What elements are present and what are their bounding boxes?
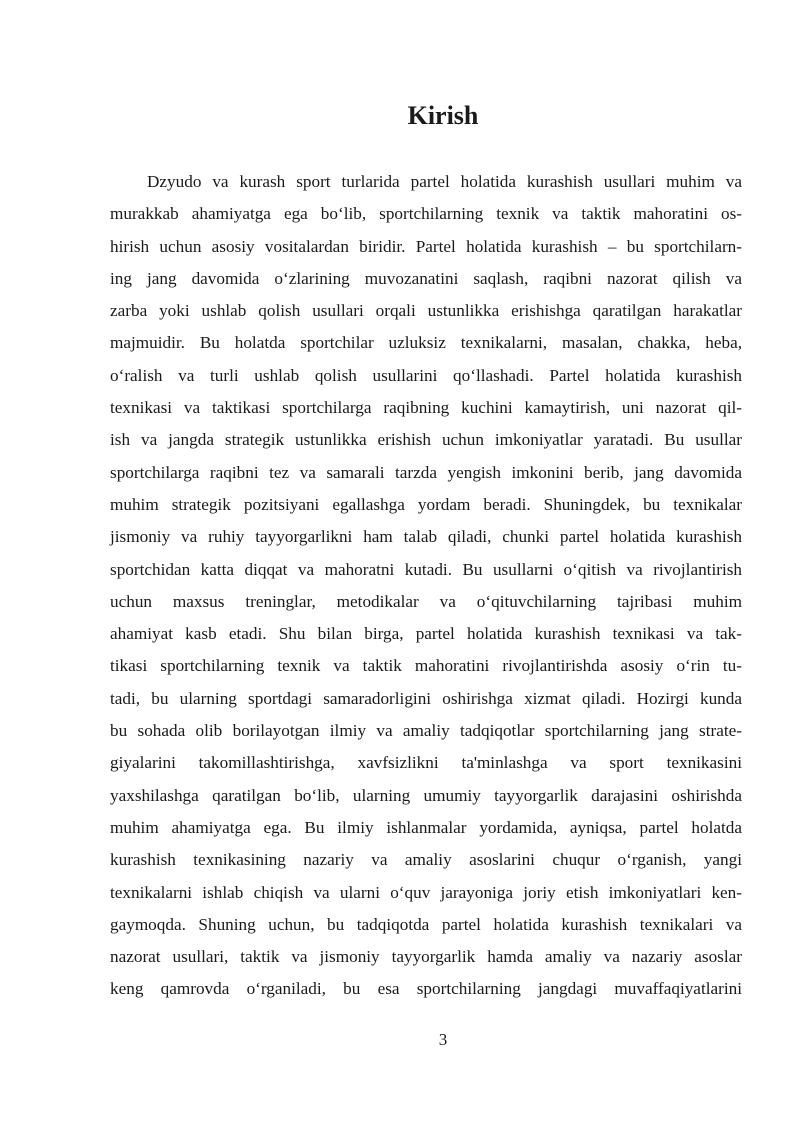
text-line: yaxshilashga qaratilgan bo‘lib, ularning umumiy tayyorgarlik darajasini oshirishda xyxy=(110,785,742,805)
text-line: ish va jangda strategik ustunlikka erishish uchun imkoniyatlar yaratadi. Bu usullar xyxy=(110,430,742,450)
text-line: giyalarini takomillashtirishga, xavfsizlikni ta'minlashga va sport texnikasini xyxy=(110,753,742,773)
text-line: o‘ralish va turli ushlab qolish usullarini qo‘llashadi. Partel holatida kurashish xyxy=(110,365,742,385)
text-line: texnikasi va taktikasi sportchilarga raqibning kuchini kamaytirish, uni nazorat qil- xyxy=(110,398,742,418)
text-line: muhim ahamiyatga ega. Bu ilmiy ishlanmalar yordamida, ayniqsa, partel holatda xyxy=(110,817,742,837)
page-title: Kirish xyxy=(407,101,479,130)
text-line: tadi, bu ularning sportdagi samaradorligini oshirishga xizmat qiladi. Hozirgi kunda xyxy=(110,688,742,708)
text-line: ahamiyat kasb etadi. Shu bilan birga, partel holatida kurashish texnikasi va tak- xyxy=(110,624,742,644)
text-line: texnikalarni ishlab chiqish va ularni o‘quv jarayoniga joriy etish imkoniyatlari ken- xyxy=(110,882,742,902)
text-line: Dzyudo va kurash sport turlarida partel holatida kurashish usullari muhim va xyxy=(147,172,742,191)
text-line: sportchilarga raqibni tez va samarali tarzda yengish imkonini berib, jang davomida xyxy=(110,462,742,482)
text-line: gaymoqda. Shuning uchun, bu tadqiqotda partel holatida kurashish texnikalari va xyxy=(110,914,742,934)
text-line: zarba yoki ushlab qolish usullari orqali ustunlikka erishishga qaratilgan harakatlar xyxy=(110,301,742,321)
text-line: nazorat usullari, taktik va jismoniy tayyorgarlik hamda amaliy va nazariy asoslar xyxy=(110,947,742,967)
text-line: tikasi sportchilarning texnik va taktik mahoratini rivojlantirishda asosiy o‘rin tu- xyxy=(110,656,742,676)
page-number: 3 xyxy=(438,1030,448,1049)
text-line: kurashish texnikasining nazariy va amaliy asoslarini chuqur o‘rganish, yangi xyxy=(110,850,742,870)
text-line: hirish uchun asosiy vositalardan biridir. Partel holatida kurashish – bu sportchilarn- xyxy=(110,236,742,256)
text-line: sportchidan katta diqqat va mahoratni kutadi. Bu usullarni o‘qitish va rivojlantirish xyxy=(110,559,742,579)
text-line: jismoniy va ruhiy tayyorgarlikni ham talab qiladi, chunki partel holatida kurashish xyxy=(110,527,742,547)
text-line: bu sohada olib borilayotgan ilmiy va amaliy tadqiqotlar sportchilarning jang strate- xyxy=(110,721,742,741)
body-paragraph xyxy=(110,166,742,1006)
text-line: keng qamrovda o‘rganiladi, bu esa sportchilarning jangdagi muvaffaqiyatlarini xyxy=(110,979,742,999)
text-line: ing jang davomida o‘zlarining muvozanatini saqlash, raqibni nazorat qilish va xyxy=(110,268,742,288)
text-line: majmuidir. Bu holatda sportchilar uzluksiz texnikalarni, masalan, chakka, heba, xyxy=(110,333,742,353)
text-line: murakkab ahamiyatga ega bo‘lib, sportchilarning texnik va taktik mahoratini os- xyxy=(110,204,742,224)
text-line: uchun maxsus treninglar, metodikalar va o‘qituvchilarning tajribasi muhim xyxy=(110,591,742,611)
text-line: muhim strategik pozitsiyani egallashga yordam beradi. Shuningdek, bu texnikalar xyxy=(110,494,742,514)
